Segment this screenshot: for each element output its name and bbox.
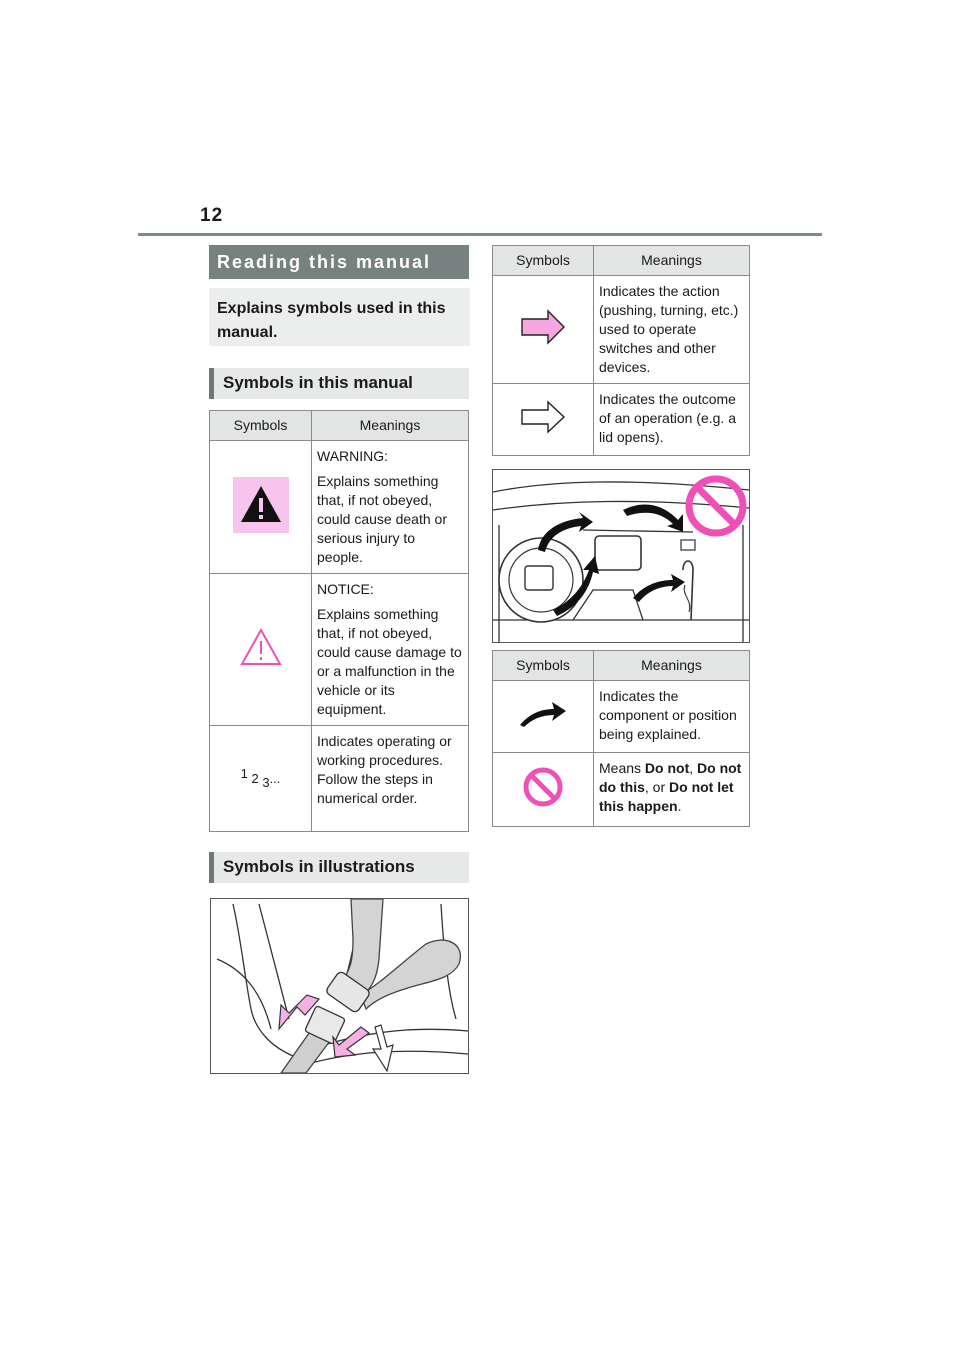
- symbol-cell: [493, 276, 594, 384]
- col-header-meanings: Meanings: [312, 411, 469, 441]
- meaning-cell: [594, 276, 750, 384]
- meaning-cell: [312, 441, 469, 574]
- col-header-meanings: Meanings: [594, 246, 750, 276]
- component-text: Indicates the component or position being explained.: [599, 688, 737, 742]
- table-row: [210, 441, 469, 574]
- table-row: [493, 276, 750, 384]
- prohibition-text: Means Do not, Do not do this, or Do not let this happen.: [599, 760, 742, 814]
- symbol-cell: [493, 384, 594, 456]
- section-intro: [209, 288, 470, 346]
- warning-triangle-filled-icon: [233, 477, 289, 533]
- section-title: Reading this manual: [209, 245, 469, 279]
- seatbelt-illustration: [210, 898, 469, 1074]
- meaning-cell: [312, 574, 469, 726]
- table-row: [493, 753, 750, 827]
- symbol-cell: [210, 574, 312, 726]
- outcome-arrow-outline-icon: [520, 399, 566, 435]
- top-divider: [138, 233, 822, 236]
- intro-text: Explains symbols used in this manual.: [217, 300, 446, 341]
- notice-text: Explains something that, if not obeyed, could cause damage to or a malfunction in the vehicle or its equipment.: [317, 606, 462, 717]
- action-arrow-pink-icon: [520, 309, 566, 345]
- warning-label: WARNING:: [317, 448, 389, 464]
- action-text: Indicates the action (pushing, turning, etc.) used to operate switches and other devices.: [599, 283, 739, 375]
- col-header-symbols: Symbols: [210, 411, 312, 441]
- warning-text: Explains something that, if not obeyed, could cause death or serious injury to people.: [317, 473, 447, 565]
- subheading-symbols-manual: Symbols in this manual: [209, 368, 469, 399]
- col-header-meanings: Meanings: [594, 651, 750, 681]
- numbered-steps-icon: 1 2 3...: [240, 766, 281, 790]
- notice-triangle-outline-icon: [239, 627, 283, 667]
- right-symbols-table-2: [492, 650, 750, 827]
- dashboard-illustration: [492, 469, 750, 643]
- symbol-cell: [210, 441, 312, 574]
- col-header-symbols: Symbols: [493, 651, 594, 681]
- subheading-symbols-illustrations: Symbols in illustrations: [209, 852, 469, 883]
- table-row: [493, 681, 750, 753]
- table-row: [210, 574, 469, 726]
- meaning-cell: [312, 726, 469, 832]
- table-row: [210, 726, 469, 832]
- table-row: [493, 384, 750, 456]
- right-symbols-table-1: [492, 245, 750, 456]
- symbols-manual-table: [209, 410, 469, 832]
- meaning-cell: [594, 681, 750, 753]
- col-header-symbols: Symbols: [493, 246, 594, 276]
- meaning-cell: [594, 753, 750, 827]
- symbol-cell: [493, 681, 594, 753]
- prohibition-icon: [521, 765, 565, 809]
- symbol-cell: [210, 726, 312, 832]
- symbol-cell: [493, 753, 594, 827]
- meaning-cell: [594, 384, 750, 456]
- steps-text: Indicates operating or working procedures. Follow the steps in numerical order.: [317, 733, 452, 806]
- page-number: 12: [200, 205, 224, 226]
- component-pointer-arrow-icon: [518, 699, 568, 729]
- outcome-text: Indicates the outcome of an operation (e.g. a lid opens).: [599, 391, 736, 445]
- notice-label: NOTICE:: [317, 581, 374, 597]
